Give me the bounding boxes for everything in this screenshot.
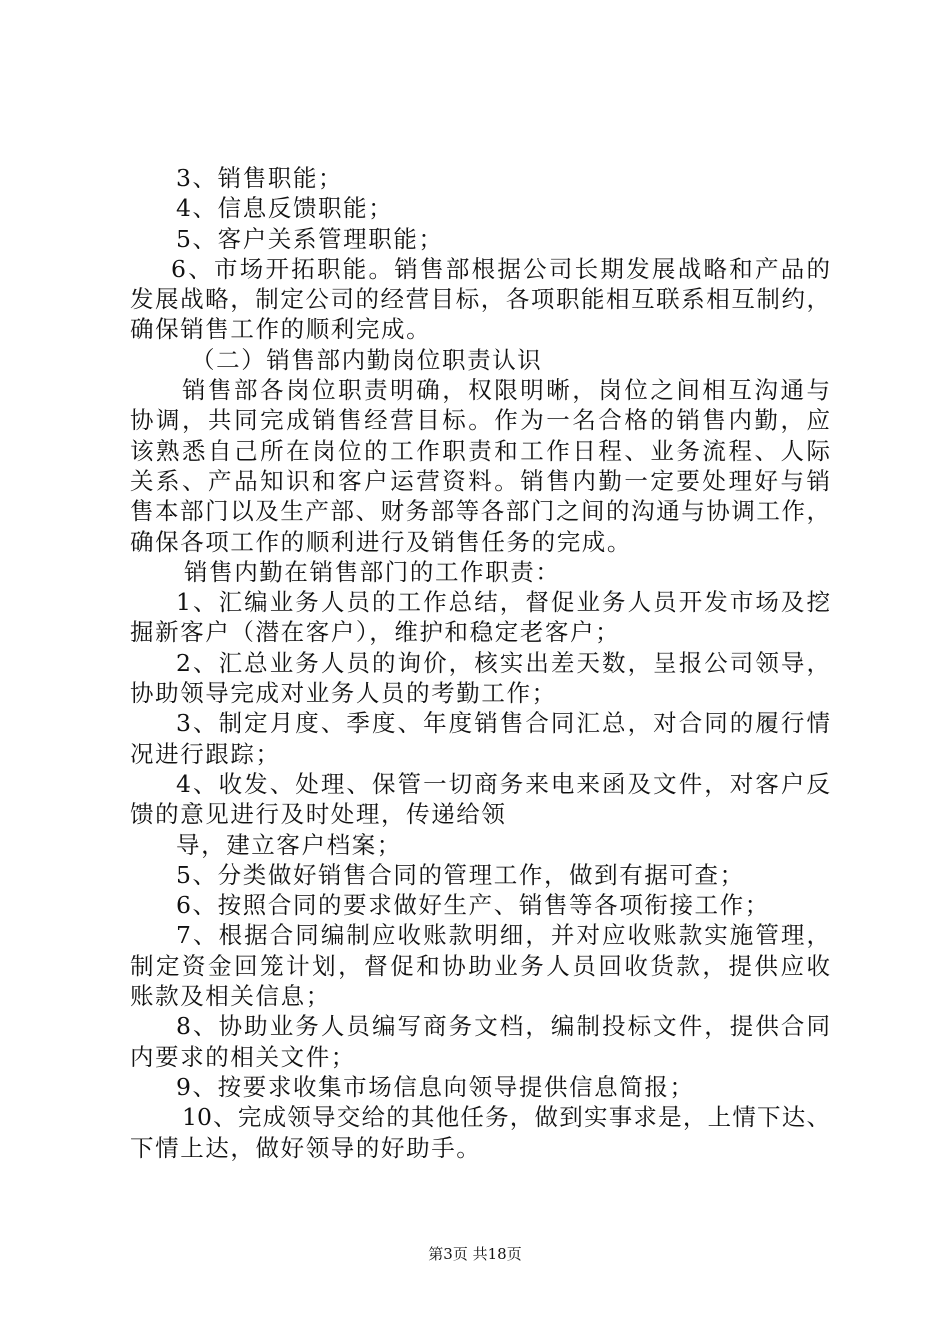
text-line: 3、销售职能； [176,164,344,192]
text-line: 9、按要求收集市场信息向领导提供信息简报； [176,1072,695,1101]
text-line: 2、汇总业务人员的询价，核实出差天数，呈报公司领导， [176,648,830,677]
document-body [130,163,830,1163]
text-line: 确保销售工作的顺利完成。 [130,315,432,344]
text-line: 10、完成领导交给的其他任务，做到实事求是，上情下达、 [182,1103,830,1132]
text-line: 4、信息反馈职能； [176,194,394,223]
text-line: 制定资金回笼计划，督促和协助业务人员回收货款，提供应收 [130,951,830,980]
text-line: 7、根据合同编制应收账款明细，并对应收账款实施管理， [176,921,830,950]
page-number-footer: 第3页 共18页 [428,1245,522,1263]
text-line: 导，建立客户档案； [176,830,402,859]
text-line: 8、协助业务人员编写商务文档，编制投标文件，提供合同 [176,1012,830,1041]
text-line: 内要求的相关文件； [130,1042,356,1071]
text-line: 5、客户关系管理职能； [176,224,444,253]
text-line: 发展战略，制定公司的经营目标，各项职能相互联系相互制约， [130,285,830,314]
text-line: 确保各项工作的顺利进行及销售任务的完成。 [130,527,632,556]
text-line: 5、分类做好销售合同的管理工作，做到有据可查； [176,860,745,889]
text-line: 协助领导完成对业务人员的考勤工作； [130,679,557,708]
text-line: 6、按照合同的要求做好生产、销售等各项衔接工作； [176,891,770,920]
text-line: 账款及相关信息； [130,982,331,1011]
text-line: 销售部各岗位职责明确，权限明晰，岗位之间相互沟通与 [182,376,830,405]
text-line: 6、市场开拓职能。销售部根据公司长期发展战略和产品的 [171,254,830,283]
text-line: 协调，共同完成销售经营目标。作为一名合格的销售内勤，应 [130,406,830,435]
text-line: 关系、产品知识和客户运营资料。销售内勤一定要处理好与销 [130,466,830,495]
text-line: 馈的意见进行及时处理，传递给领 [130,800,507,829]
text-line: 销售内勤在销售部门的工作职责： [184,557,561,586]
text-line: 掘新客户（潜在客户），维护和稳定老客户； [130,618,621,647]
text-line: 3、制定月度、季度、年度销售合同汇总，对合同的履行情 [176,709,830,738]
text-line: 下情上达，做好领导的好助手。 [130,1133,482,1162]
text-line: 4、收发、处理、保管一切商务来电来函及文件，对客户反 [176,769,830,798]
text-line: 1、汇编业务人员的工作总结，督促业务人员开发市场及挖 [176,588,830,617]
text-line: 该熟悉自己所在岗位的工作职责和工作日程、业务流程、人际 [130,436,830,465]
section-heading: （二）销售部内勤岗位职责认识 [191,345,543,374]
text-line: 售本部门以及生产部、财务部等各部门之间的沟通与协调工作， [130,497,830,526]
text-line: 况进行跟踪； [130,739,281,768]
